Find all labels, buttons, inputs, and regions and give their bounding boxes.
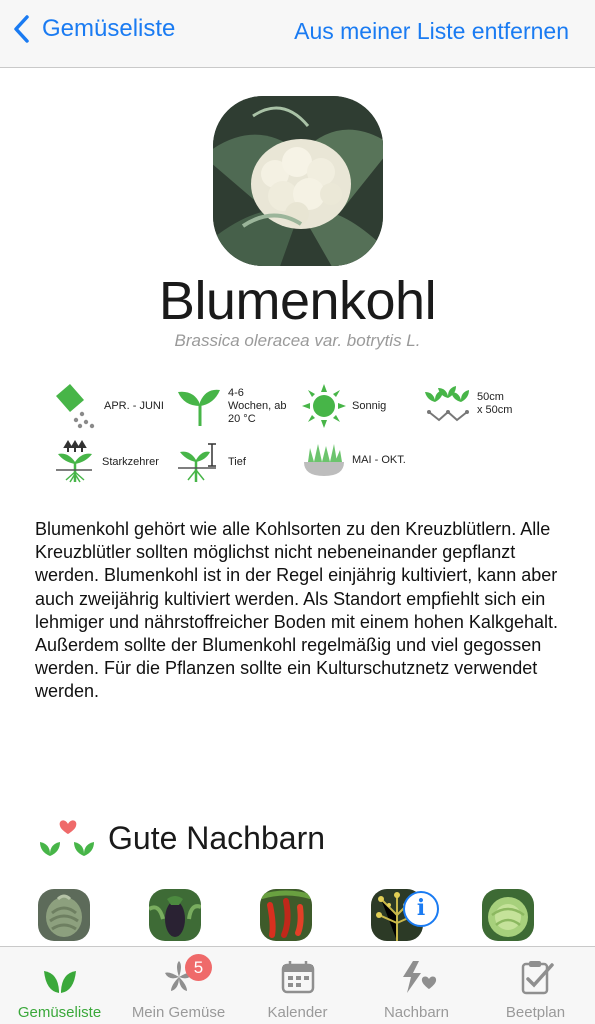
location-text: Sonnig: [352, 399, 387, 412]
info-icon[interactable]: i: [403, 891, 439, 927]
back-button-label: Gemüseliste: [42, 15, 176, 42]
tab-vegetable-list[interactable]: [0, 947, 119, 1024]
root-depth-icon: [176, 440, 222, 484]
neighbor-lettuce[interactable]: [482, 889, 534, 941]
clipboard-check-icon: [518, 959, 554, 995]
lightning-heart-icon: [399, 959, 439, 995]
good-neighbors-header: [38, 818, 325, 858]
spacing-line-2: x 50cm: [477, 404, 513, 416]
sowing-period-info: [52, 382, 164, 430]
germination-line-2: Wochen, ab: [228, 399, 287, 412]
tab-calendar[interactable]: [238, 947, 357, 1024]
sprouts-heart-icon: [38, 818, 98, 858]
germination-line-3: 20 °C: [228, 412, 256, 425]
tab-my-vegetables[interactable]: [119, 947, 238, 1024]
germination-text: [228, 387, 287, 426]
sprout-icon: [42, 959, 78, 995]
seed-packet-icon: [52, 382, 98, 430]
calendar-icon: [280, 959, 316, 995]
good-neighbors-heading: Gute Nachbarn: [108, 819, 326, 856]
plant-latin-name: Brassica oleracea var. botrytis L.: [174, 331, 421, 350]
spacing-info: [425, 384, 512, 424]
root-depth-text: Tief: [228, 455, 246, 468]
plant-spacing-icon: [425, 384, 471, 424]
root-depth-info: [176, 440, 246, 484]
seedling-icon: [176, 384, 222, 428]
sun-icon: [302, 384, 346, 428]
tab-bed-plan[interactable]: [476, 947, 595, 1024]
tab-my-vegetables-label: Mein Gemüse: [131, 1004, 226, 1021]
tab-calendar-label: Kalender: [267, 1004, 328, 1021]
neighbor-eggplant[interactable]: [149, 889, 201, 941]
plant-name: Blumenkohl: [158, 271, 437, 331]
tab-bar: [0, 946, 595, 1024]
chevron-left-icon: [12, 14, 30, 44]
nutrient-need-info: [52, 440, 159, 484]
spacing-text: [477, 391, 512, 417]
tab-vegetable-list-label: Gemüseliste: [17, 1004, 102, 1021]
spacing-line-1: 50cm: [477, 391, 504, 403]
plant-description: Blumenkohl gehört wie alle Kohlsorten zu den Kreuzblütlern. Alle Kreuzblütler sollten möglichst nicht nebeneinander gepflanzt werden. Blumenkohl ist in der Regel einjährig kultiviert, kann aber auch zweijährig kultiviert werden. Als Standort empfiehlt sich ein lehmiger und nährstoffreicher Boden mit einem hohen Kalkgehalt. Außerdem sollte der Blumenkohl regelmäßig und viel gegossen werden. Für die Pflanzen sollte ein Kulturschutznetz verwendet werden.: [35, 519, 558, 702]
remove-from-list-button[interactable]: Aus meiner Liste entfernen: [294, 18, 569, 44]
tab-neighbors-label: Nachbarn: [383, 1004, 450, 1021]
cauliflower-image: [213, 96, 383, 266]
germination-info: [176, 384, 287, 428]
germination-line-1: 4-6: [228, 386, 244, 399]
heavy-feeder-icon: [52, 440, 96, 484]
location-info: [302, 384, 386, 428]
navigation-bar: [0, 0, 595, 68]
neighbor-artichoke[interactable]: [38, 889, 90, 941]
harvest-bowl-icon: [302, 440, 346, 480]
tab-neighbors[interactable]: [357, 947, 476, 1024]
tab-bed-plan-label: Beetplan: [505, 1004, 566, 1021]
sowing-period-text: APR. - JUNI: [104, 399, 164, 412]
nutrient-need-text: Starkzehrer: [102, 455, 159, 468]
back-button[interactable]: [12, 14, 175, 44]
harvest-period-text: MAI - OKT.: [352, 453, 406, 466]
my-vegetables-count-badge: 5: [185, 954, 212, 981]
harvest-period-info: [302, 440, 406, 480]
neighbor-chili[interactable]: [260, 889, 312, 941]
